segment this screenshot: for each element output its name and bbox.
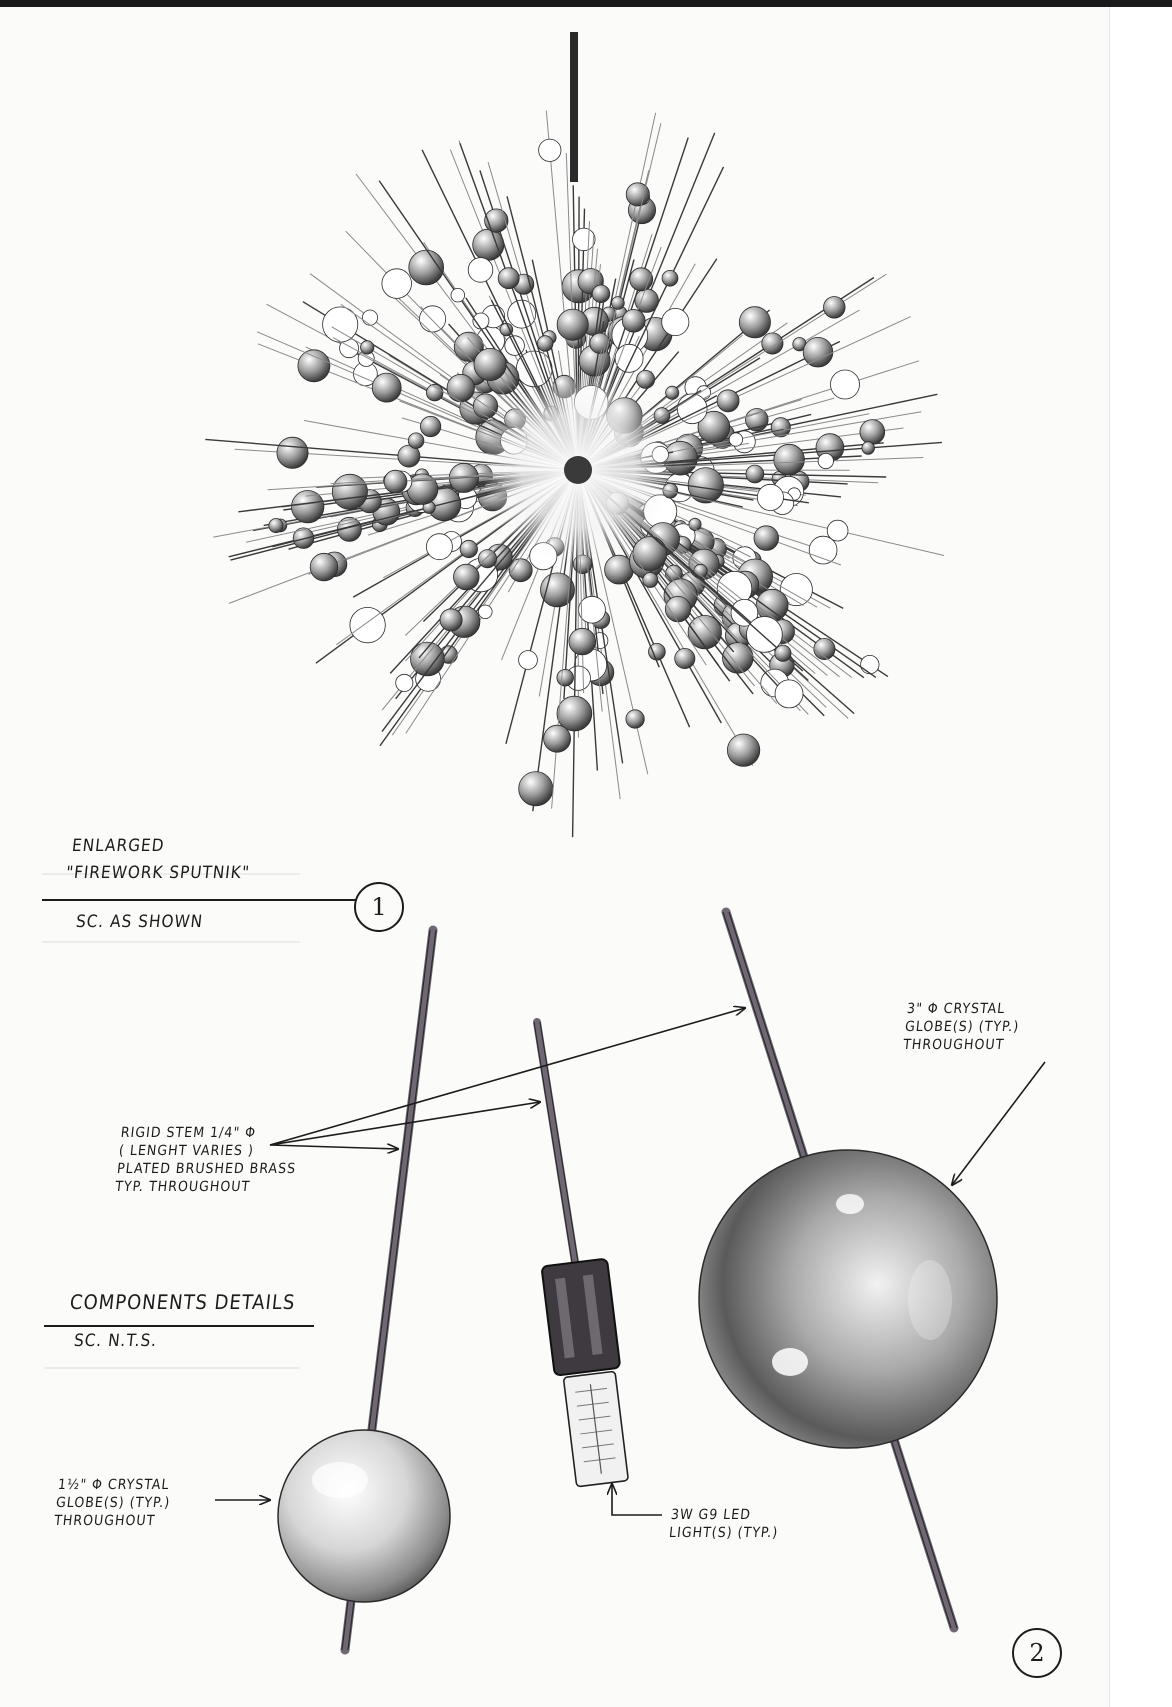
callout-globe-large-line-2: GLOBE(S) (TYP.) [904,1019,1021,1035]
chandelier-crystal-ball [662,308,689,335]
chandelier-crystal-ball [809,536,837,564]
chandelier-crystal-ball [473,229,504,260]
callout-stem-line-3: PLATED BRUSHED BRASS [116,1161,297,1177]
callout-led-line-2: LIGHT(S) (TYP.) [668,1525,780,1541]
chandelier-crystal-ball [756,589,788,621]
chandelier-crystal-ball [775,645,791,661]
chandelier-suspension-rod [570,32,578,182]
crystal-globe-small [278,1430,450,1602]
chandelier-crystal-ball [754,526,779,551]
chandelier-crystal-ball [557,669,574,686]
drawing-number-2: 2 [1012,1628,1062,1678]
chandelier-crystal-ball [774,444,805,475]
chandelier-crystal-ball [361,341,374,354]
chandelier-sputnik [205,32,944,837]
chandelier-crystal-ball [372,373,401,402]
chandelier-crystal-ball [666,386,679,399]
chandelier-crystal-ball [723,643,754,674]
chandelier-crystal-ball [500,323,513,336]
chandelier-crystal-ball [479,605,493,619]
led-bulb [563,1371,628,1487]
leader-globe-large [952,1062,1045,1185]
chandelier-crystal-ball [519,651,538,670]
chandelier-crystal-ball [729,433,742,446]
callout-globe-small-line-1: 1½" Φ CRYSTAL [57,1477,171,1493]
callout-stem [114,1124,301,1196]
chandelier-crystal-ball [426,534,452,560]
chandelier-crystal-ball [460,540,477,557]
title-1-scale: SC. AS SHOWN [74,912,205,932]
chandelier-crystal-ball [440,609,462,631]
callout-globe-large-line-1: 3" Φ CRYSTAL [906,1001,1007,1017]
chandelier-crystal-ball [277,437,308,468]
chandelier-crystal-ball [827,520,848,541]
chandelier-crystal-ball [592,285,610,303]
chandelier-crystal-ball [626,710,644,728]
chandelier-crystal-ball [569,628,596,655]
chandelier-crystal-ball [860,420,885,445]
title-2-heading: COMPONENTS DETAILS [68,1290,297,1314]
chandelier-crystal-ball [717,390,739,412]
drawing-number-1: 1 [354,882,404,932]
callout-stem-line-4: TYP. THROUGHOUT [114,1179,251,1195]
chandelier-crystal-ball [384,470,407,493]
chandelier-crystal-ball [612,297,625,310]
callout-globe-small-line-2: GLOBE(S) (TYP.) [55,1495,172,1511]
chandelier-crystal-ball [739,307,770,338]
chandelier-crystal-ball [622,309,645,332]
chandelier-crystal-ball [688,615,721,648]
chandelier-crystal-ball [310,553,338,581]
chandelier-crystal-ball [451,288,465,302]
chandelier-crystal-ball [519,772,553,806]
chandelier-crystal-ball [803,337,833,367]
chandelier-crystal-ball [544,725,571,752]
chandelier-crystal-ball [454,564,480,590]
chandelier-crystal-ball [643,573,658,588]
chandelier-crystal-ball [637,370,655,388]
chandelier-hub [564,456,592,484]
chandelier-crystal-ball [862,442,875,455]
chandelier-crystal-ball [420,306,446,332]
crystal-globe-large [699,1150,997,1448]
chandelier-crystal-ball [362,310,377,325]
chandelier-crystal-ball [473,394,497,418]
callout-globe-small-line-3: THROUGHOUT [53,1513,157,1529]
chandelier-crystal-ball [746,465,764,483]
chandelier-crystal-ball [662,270,678,286]
led-socket [541,1259,620,1376]
title-2-scale: SC. N.T.S. [72,1331,159,1351]
chandelier-crystal-ball [688,468,723,503]
chandelier-crystal-ball [332,474,367,509]
chandelier-crystal-ball [420,416,440,436]
chandelier-crystal-ball [579,596,606,623]
leader-stem-to-large [270,1008,745,1145]
chandelier-crystal-ball [298,350,330,382]
chandelier-crystal-ball [292,491,324,523]
callout-stem-line-1: RIGID STEM 1/4" Φ [119,1125,257,1141]
chandelier-crystal-ball [824,297,846,319]
chandelier-crystal-ball [818,453,833,468]
chandelier-crystal-ball [727,734,759,766]
chandelier-crystal-ball [396,674,413,691]
chandelier-crystal-ball [539,139,561,161]
title-1-line-2: "FIREWORK SPUTNIK" [64,863,251,883]
chandelier-crystal-ball [498,268,519,289]
chandelier-crystal-ball [557,309,588,340]
chandelier-crystal-ball [537,336,553,352]
chandelier-crystal-ball [468,258,493,283]
callout-globe-small [53,1476,173,1530]
title-1-line-1: ENLARGED [70,836,166,856]
chandelier-crystal-ball [408,433,424,449]
callout-globe-large [902,1000,1022,1054]
chandelier-crystal-ball [382,269,412,299]
chandelier-crystal-ball [447,374,474,401]
callout-stem-line-2: ( LENGHT VARIES ) [118,1143,255,1159]
leader-led [612,1484,662,1515]
chandelier-crystal-ball [269,519,283,533]
callout-globe-large-line-3: THROUGHOUT [902,1037,1006,1053]
chandelier-crystal-ball [861,655,879,673]
chandelier-crystal-ball [573,228,596,251]
chandelier-crystal-ball [478,550,496,568]
chandelier-crystal-ball [675,648,695,668]
chandelier-crystal-ball [775,680,803,708]
chandelier-crystal-ball [757,484,783,510]
callout-led-line-1: 3W G9 LED [670,1507,752,1523]
chandelier-crystal-ball [474,348,506,380]
callout-led [668,1506,781,1542]
chandelier-crystal-ball [831,370,860,399]
